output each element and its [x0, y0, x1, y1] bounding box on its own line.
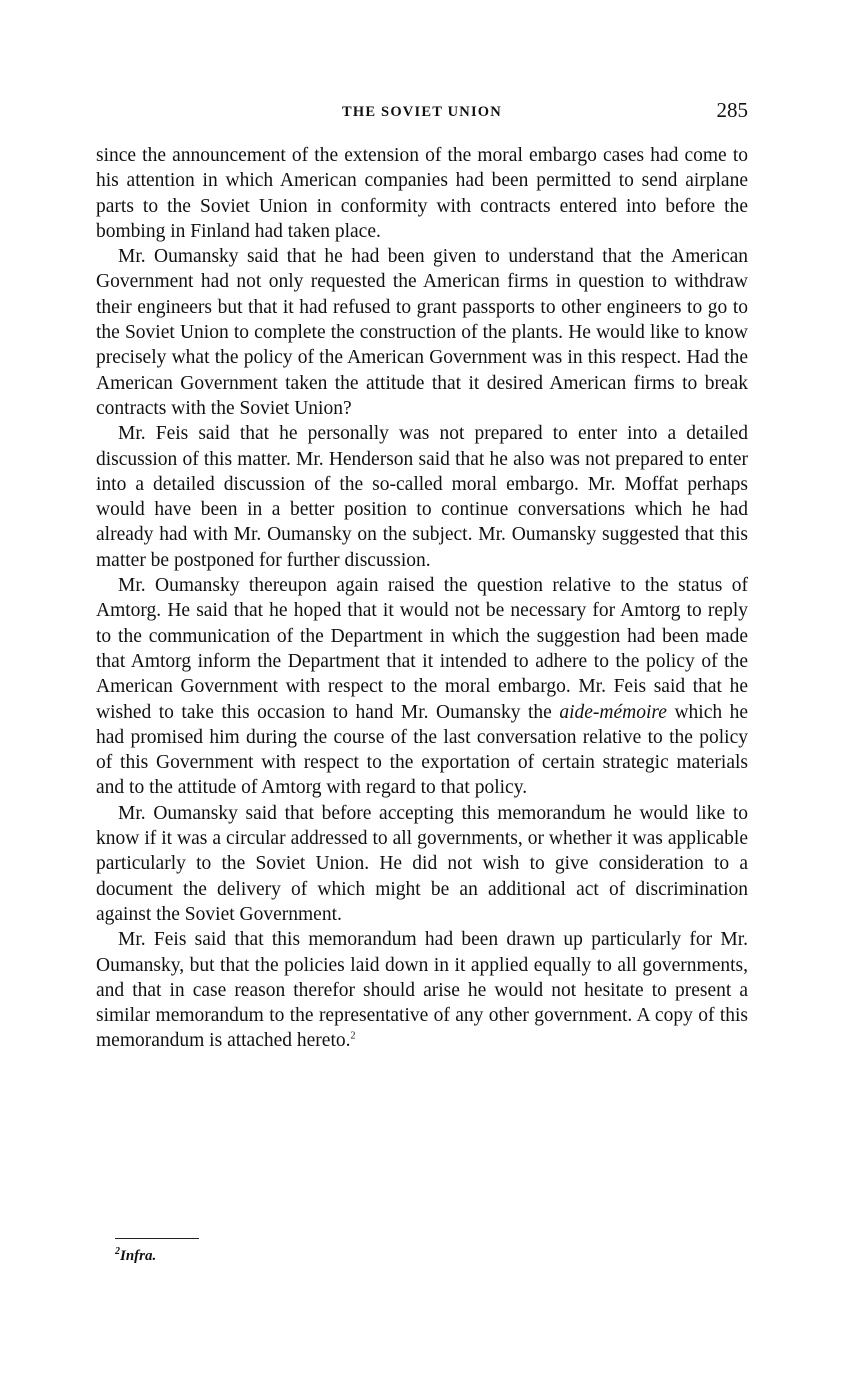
paragraph-6 — [96, 927, 748, 1053]
paragraph-4 — [96, 573, 748, 801]
aide-memoire-term: aide-mémoire — [559, 701, 667, 723]
paragraph-4-text-before: Mr. Oumansky thereupon again raised the question relative to the status of Amtorg. He said that he hoped that it would not be necessary for Amtorg to reply to the communication of the Department in which the suggestion had been made that Amtorg inform the Department that it intended to adhere to the policy of the American Government with respect to the moral embargo. Mr. Feis said that he wished to take this occasion to hand Mr. Oumansky the — [96, 575, 748, 723]
paragraph-3: Mr. Feis said that he personally was not prepared to enter into a detailed discussion of this matter. Mr. Henderson said that he also was not prepared to enter into a detailed discussion of the so-called moral embargo. Mr. Moffat perhaps would have been in a better position to continue conversations which he had already had with Mr. Oumansky on the subject. Mr. Oumansky suggested that this matter be postponed for further discussion. — [96, 423, 748, 571]
paragraph-6-text: Mr. Feis said that this memorandum had been drawn up particularly for Mr. Oumansky, but that the policies laid down in it applied equally to all governments, and that in case reason therefor should arise he would not hesitate to present a similar memorandum to the representative of any other government. A copy of this memorandum is attached hereto. — [96, 929, 748, 1052]
paragraph-5: Mr. Oumansky said that before accepting this memorandum he would like to know if it was a circular addressed to all governments, or whether it was applicable particularly to the Soviet Union. He did not wish to give consideration to a document the delivery of which might be an additional act of discrimination against the Soviet Government. — [96, 802, 748, 925]
page-number: 285 — [716, 98, 748, 122]
footnote-marker: 2 — [115, 1246, 120, 1257]
footnote-reference: 2 — [350, 1030, 356, 1042]
paragraph-1: since the announcement of the extension of the moral embargo cases had come to his attention in which American companies had been permitted to send airplane parts to the Soviet Union in conformity with contracts entered into before the bombing in Finland had taken place. — [96, 145, 748, 242]
paragraph-4-text-after: which he had promised him during the course of the last conversation relative to the policy of this Government with respect to the exportation of certain strategic materials and to the attitude of Amtorg with regard to that policy. — [96, 701, 749, 799]
footnote — [115, 1248, 156, 1265]
footnote-text: Infra. — [120, 1248, 157, 1264]
running-head — [96, 98, 748, 128]
running-title: THE SOVIET UNION — [342, 104, 502, 120]
footnote-rule — [115, 1238, 199, 1239]
body-text — [96, 143, 748, 1054]
paragraph-2: Mr. Oumansky said that he had been given to understand that the American Government had not only requested the American firms in question to withdraw their engineers but that it had refused to grant passports to other engineers to go to the Soviet Union to complete the construction of the plants. He would like to know precisely what the policy of the American Government was in this respect. Had the American Government taken the attitude that it desired American firms to break contracts with the Soviet Union? — [96, 246, 748, 419]
